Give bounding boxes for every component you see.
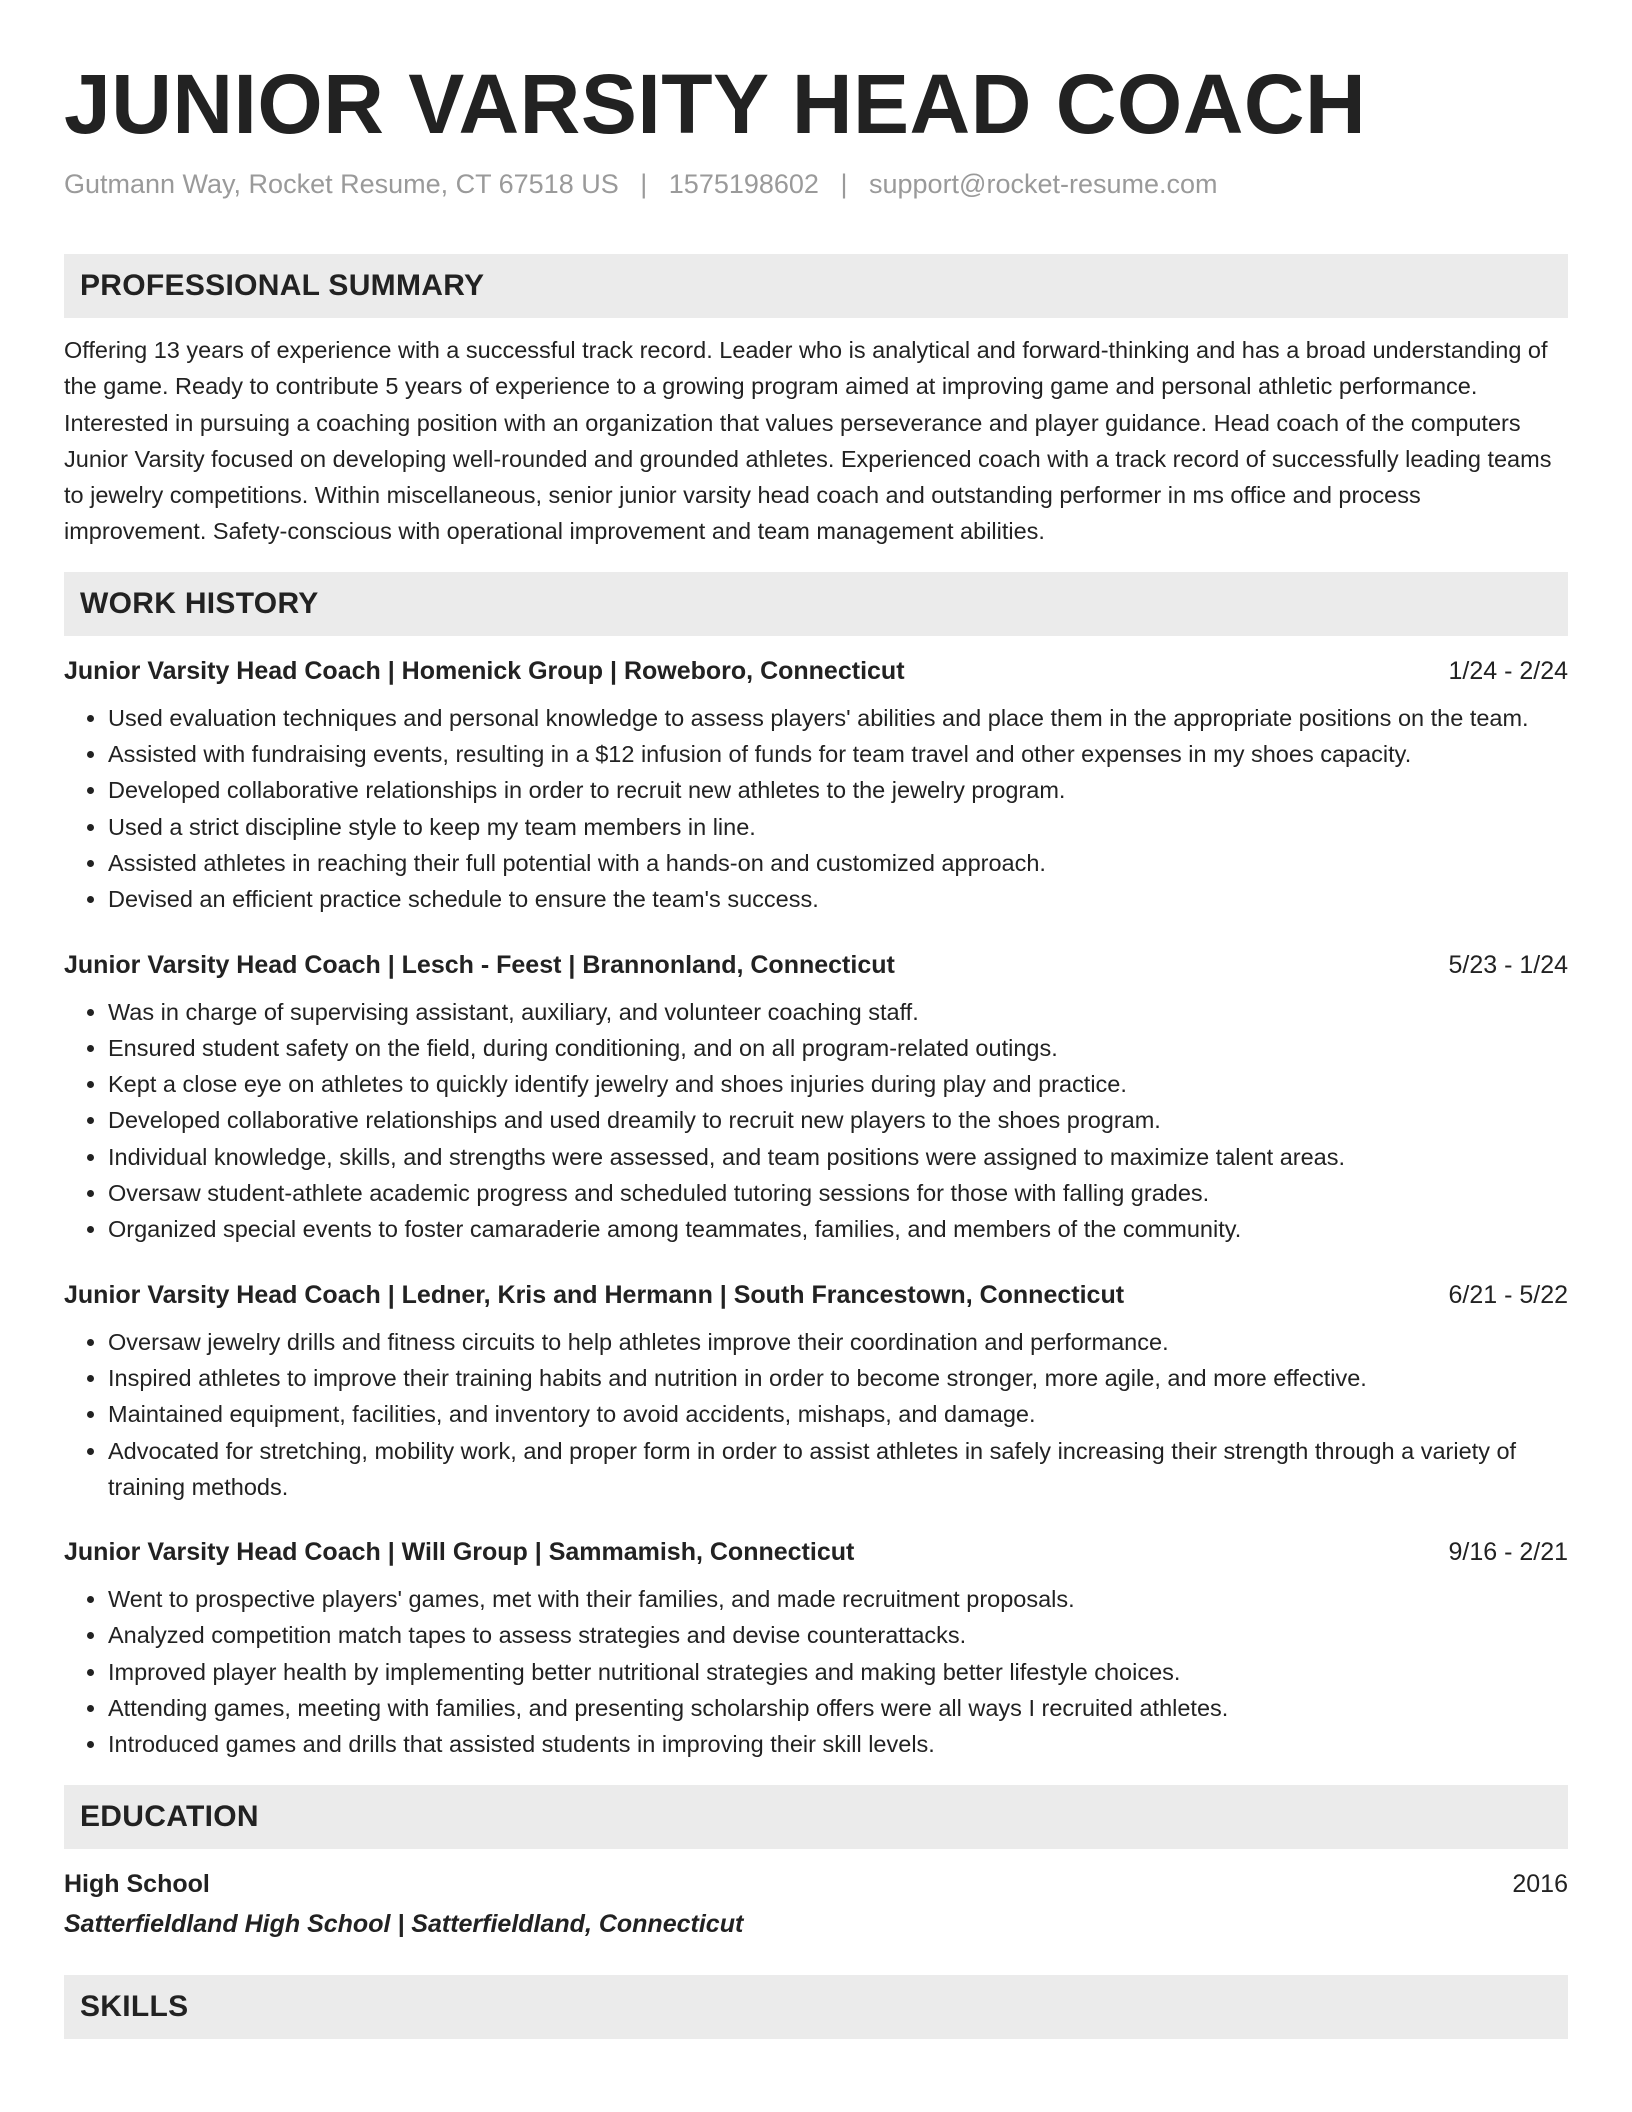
- email: support@rocket-resume.com: [869, 169, 1218, 199]
- job-header: [64, 1535, 1568, 1569]
- job-bullet: • Oversaw jewelry drills and fitness circuits to help athletes improve their coordination and performance.: [108, 1324, 1568, 1360]
- job-dates: 9/16 - 2/21: [1448, 1538, 1568, 1567]
- contact-line: [64, 166, 1568, 202]
- education-entry: [64, 1867, 1568, 1941]
- job-bullet: • Improved player health by implementing better nutritional strategies and making better lifestyle choices.: [108, 1654, 1568, 1690]
- job-entry: [64, 1278, 1568, 1505]
- job-header: [64, 948, 1568, 982]
- job-bullet: • Maintained equipment, facilities, and inventory to avoid accidents, mishaps, and damage.: [108, 1396, 1568, 1432]
- job-bullet: • Was in charge of supervising assistant, auxiliary, and volunteer coaching staff.: [108, 994, 1568, 1030]
- job-bullet: • Oversaw student-athlete academic progress and scheduled tutoring sessions for those with falling grades.: [108, 1175, 1568, 1211]
- job-dates: 1/24 - 2/24: [1448, 656, 1568, 685]
- job-bullet: • Developed collaborative relationships and used dreamily to recruit new players to the shoes program.: [108, 1102, 1568, 1138]
- job-bullet: • Individual knowledge, skills, and strengths were assessed, and team positions were assigned to maximize talent areas.: [108, 1139, 1568, 1175]
- job-title: Junior Varsity Head Coach | Will Group | Sammamish, Connecticut: [64, 1538, 855, 1567]
- separator: |: [640, 169, 648, 199]
- job-bullet: • Used evaluation techniques and personal knowledge to assess players' abilities and place them in the appropriate positions on the team.: [108, 700, 1568, 736]
- job-bullet: • Went to prospective players' games, met with their families, and made recruitment proposals.: [108, 1581, 1568, 1617]
- job-bullet: • Devised an efficient practice schedule to ensure the team's success.: [108, 881, 1568, 917]
- separator: |: [840, 169, 848, 199]
- job-entry: [64, 654, 1568, 918]
- job-entry: [64, 1535, 1568, 1762]
- education-year: 2016: [1512, 1869, 1568, 1898]
- job-bullet: • Introduced games and drills that assisted students in improving their skill levels.: [108, 1726, 1568, 1762]
- job-bullet: • Inspired athletes to improve their training habits and nutrition in order to become stronger, more agile, and more effective.: [108, 1360, 1568, 1396]
- address: Gutmann Way, Rocket Resume, CT 67518 US: [64, 169, 619, 199]
- job-dates: 6/21 - 5/22: [1448, 1280, 1568, 1309]
- job-bullet: • Analyzed competition match tapes to assess strategies and devise counterattacks.: [108, 1617, 1568, 1653]
- education-school: Satterfieldland High School | Satterfieldland, Connecticut: [64, 1909, 744, 1938]
- section-header-education: EDUCATION: [64, 1785, 1568, 1849]
- job-entry: [64, 948, 1568, 1248]
- work-history-list: [64, 654, 1568, 1763]
- job-bullet: • Organized special events to foster camaraderie among teammates, families, and members of the community.: [108, 1211, 1568, 1247]
- job-bullets: [64, 1324, 1568, 1505]
- job-bullet: • Ensured student safety on the field, during conditioning, and on all program-related outings.: [108, 1030, 1568, 1066]
- job-bullet: • Kept a close eye on athletes to quickly identify jewelry and shoes injuries during play and practice.: [108, 1066, 1568, 1102]
- job-bullet: • Advocated for stretching, mobility work, and proper form in order to assist athletes in safely increasing their strength through a variety of training methods.: [108, 1433, 1568, 1506]
- section-header-skills: SKILLS: [64, 1975, 1568, 2039]
- education-header: [64, 1867, 1568, 1901]
- summary-text: Offering 13 years of experience with a successful track record. Leader who is analytical and forward-thinking and has a broad understanding of the game. Ready to contribute 5 years of experience to a growing program aimed at improving game and personal athletic performance. Interested in pursuing a coaching position with an organization that values perseverance and player guidance. Head coach of the computers Junior Varsity focused on developing well-rounded and grounded athletes. Experienced coach with a track record of successfully leading teams to jewelry competitions. Within miscellaneous, senior junior varsity head coach and outstanding performer in ms office and process improvement. Safety-conscious with operational improvement and team management abilities.: [64, 337, 1552, 545]
- job-bullets: [64, 1581, 1568, 1762]
- job-title: Junior Varsity Head Coach | Ledner, Kris and Hermann | South Francestown, Connecticut: [64, 1280, 1125, 1309]
- job-title: Junior Varsity Head Coach | Lesch - Feest | Brannonland, Connecticut: [64, 950, 895, 979]
- job-bullet: • Developed collaborative relationships in order to recruit new athletes to the jewelry program.: [108, 772, 1568, 808]
- education-degree: High School: [64, 1869, 210, 1898]
- job-header: [64, 1278, 1568, 1312]
- job-bullet: • Attending games, meeting with families, and presenting scholarship offers were all ways I recruited athletes.: [108, 1690, 1568, 1726]
- job-header: [64, 654, 1568, 688]
- job-bullet: • Assisted with fundraising events, resulting in a $12 infusion of funds for team travel and other expenses in my shoes capacity.: [108, 736, 1568, 772]
- job-bullet: • Assisted athletes in reaching their full potential with a hands-on and customized approach.: [108, 845, 1568, 881]
- candidate-name: JUNIOR VARSITY HEAD COACH: [64, 57, 1367, 151]
- job-bullets: [64, 994, 1568, 1248]
- job-bullet: • Used a strict discipline style to keep my team members in line.: [108, 809, 1568, 845]
- job-dates: 5/23 - 1/24: [1448, 950, 1568, 979]
- phone: 1575198602: [668, 169, 819, 199]
- job-title: Junior Varsity Head Coach | Homenick Group | Roweboro, Connecticut: [64, 656, 905, 685]
- section-header-summary: PROFESSIONAL SUMMARY: [64, 254, 1568, 318]
- job-bullets: [64, 700, 1568, 918]
- section-header-work-history: WORK HISTORY: [64, 572, 1568, 636]
